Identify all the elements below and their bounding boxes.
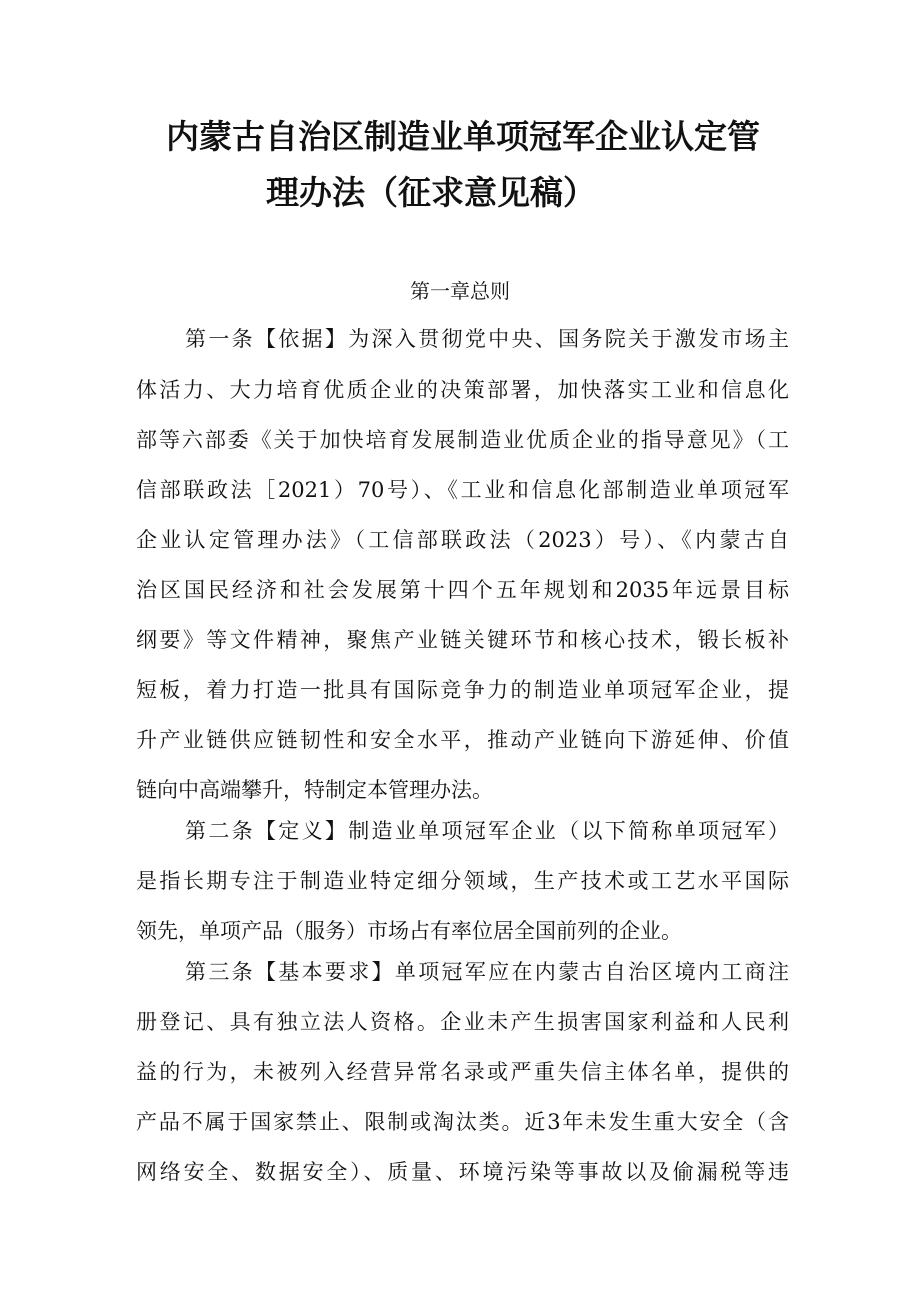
article-3-line-2: 册登记、具有独立法人资格。企业未产生损害国家利益和人民利 [136,1010,789,1034]
article-3-line-5: 网络安全、数据安全）、质量、环境污染等事故以及偷漏税等违 [136,1160,789,1184]
document-title-line-1: 内蒙古自治区制造业单项冠军企业认定管 [166,117,760,156]
article-1-line-8: 短板，着力打造一批具有国际竞争力的制造业单项冠军企业，提 [136,678,789,702]
article-3-line-1: 第三条【基本要求】单项冠军应在内蒙古自治区境内工商注 [185,960,789,984]
article-1-line-4: 信部联政法［2021）70号）、《工业和信息化部制造业单项冠军 [136,478,789,502]
article-3-line-4: 产品不属于国家禁止、限制或淘汰类。近3年未发生重大安全（含 [136,1110,789,1134]
article-1-line-5: 企业认定管理办法》（工信部联政法（2023）号）、《内蒙古自 [136,528,789,552]
article-2-line-2: 是指长期专注于制造业特定细分领域，生产技术或工艺水平国际 [136,869,789,893]
article-3-line-3: 益的行为，未被列入经营异常名录或严重失信主体名单，提供的 [136,1060,789,1084]
article-1-line-10: 链向中高端攀升，特制定本管理办法。 [136,778,493,802]
article-1-line-6: 治区国民经济和社会发展第十四个五年规划和2035年远景目标 [136,578,789,602]
article-1-line-9: 升产业链供应链韧性和安全水平，推动产业链向下游延伸、价值 [136,728,789,752]
document-title-line-2: 理办法（征求意见稿） [266,173,596,212]
article-2-line-1: 第二条【定义】制造业单项冠军企业（以下简称单项冠军） [185,819,789,843]
article-2-line-3: 领先，单项产品（服务）市场占有率位居全国前列的企业。 [136,919,682,943]
article-1-line-2: 体活力、大力培育优质企业的决策部署，加快落实工业和信息化 [136,378,789,402]
chapter-heading: 第一章总则 [410,279,510,303]
article-1-line-1: 第一条【依据】为深入贯彻党中央、国务院关于激发市场主 [185,327,789,351]
article-1-line-3: 部等六部委《关于加快培育发展制造业优质企业的指导意见》（工 [136,428,789,452]
article-1-line-7: 纲要》等文件精神，聚焦产业链关键环节和核心技术，锻长板补 [136,628,789,652]
